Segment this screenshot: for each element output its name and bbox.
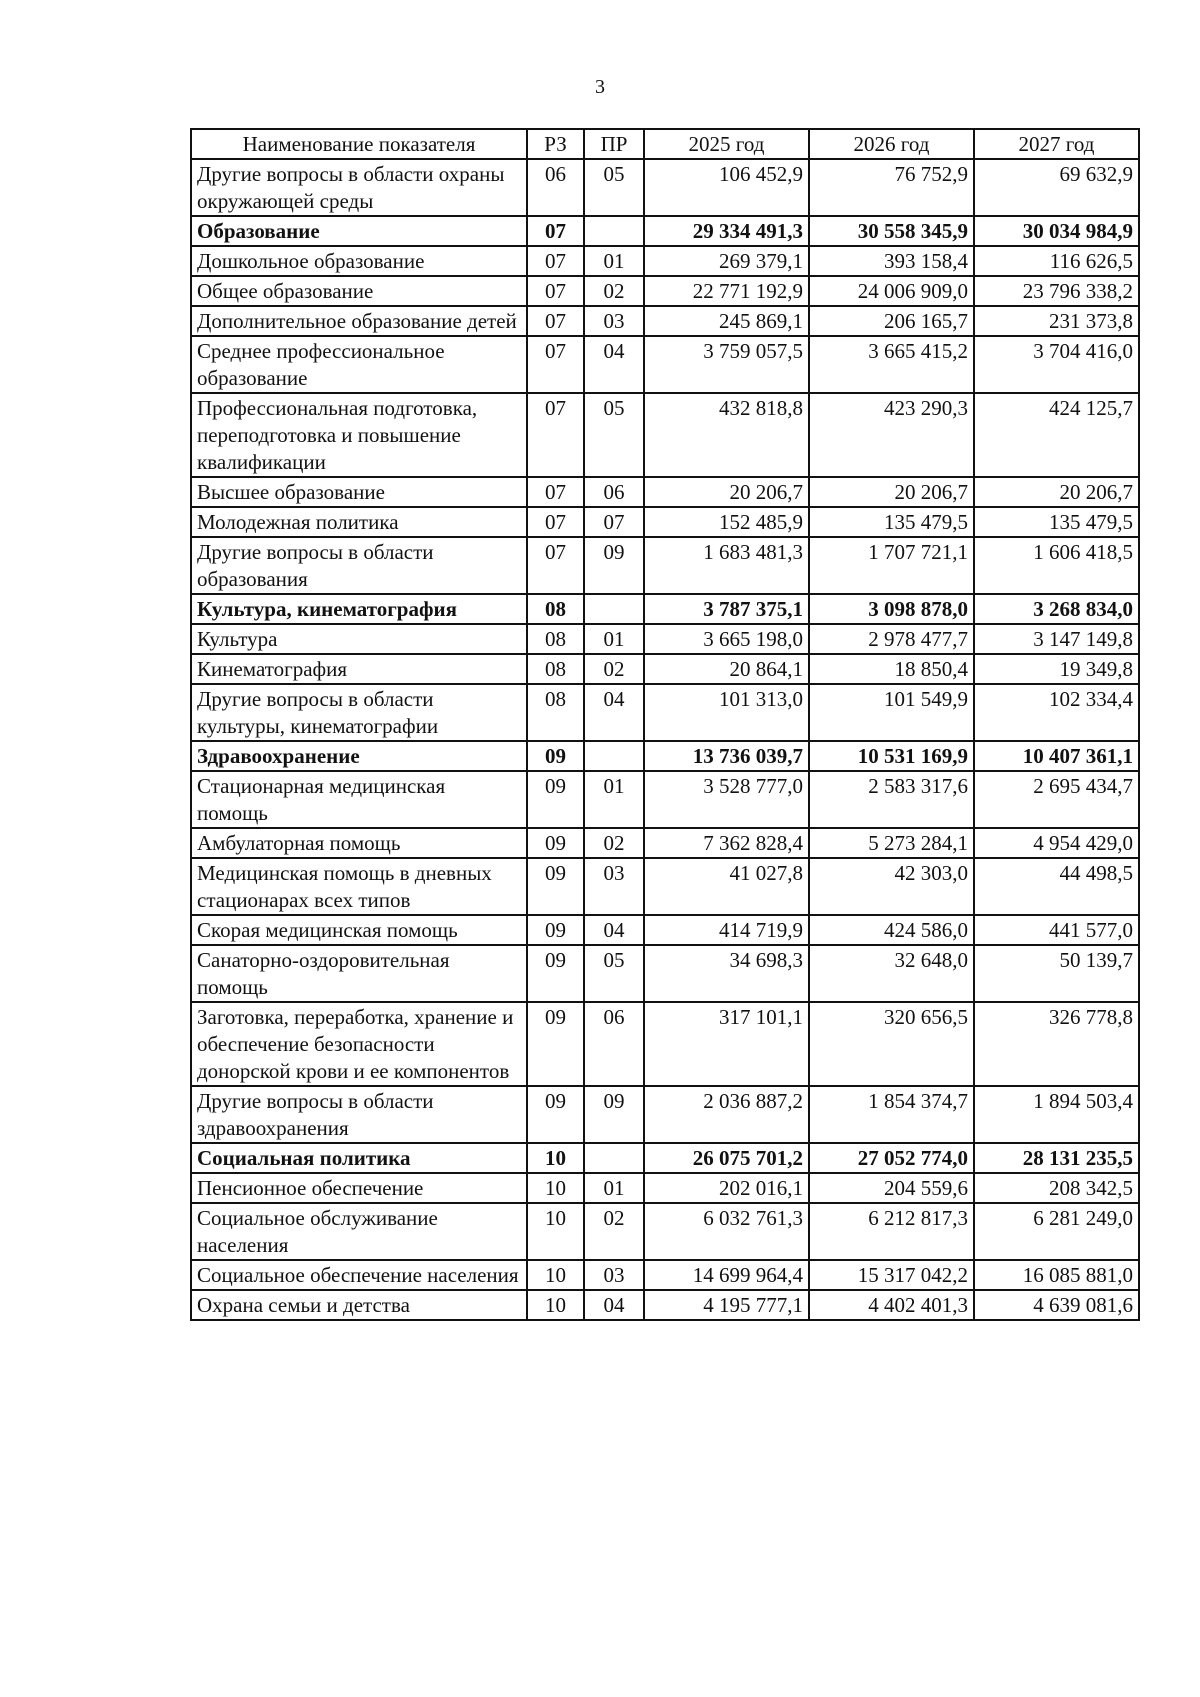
table-row <box>191 507 1139 537</box>
row-pr-cell: 05 <box>584 159 644 216</box>
row-name-cell: Амбулаторная помощь <box>191 828 527 858</box>
row-2026-cell: 101 549,9 <box>809 684 974 741</box>
table-row <box>191 537 1139 594</box>
table-body <box>191 159 1139 1320</box>
row-2026-cell: 32 648,0 <box>809 945 974 1002</box>
row-2027-cell: 16 085 881,0 <box>974 1260 1139 1290</box>
row-2026-cell: 3 665 415,2 <box>809 336 974 393</box>
row-pr-cell: 01 <box>584 246 644 276</box>
row-2027-cell: 30 034 984,9 <box>974 216 1139 246</box>
row-pr-cell: 09 <box>584 537 644 594</box>
row-2025-cell: 13 736 039,7 <box>644 741 809 771</box>
row-name-cell: Санаторно-оздоровительная помощь <box>191 945 527 1002</box>
table-row <box>191 216 1139 246</box>
row-2027-cell: 135 479,5 <box>974 507 1139 537</box>
row-pr-cell <box>584 216 644 246</box>
row-2025-cell: 29 334 491,3 <box>644 216 809 246</box>
table-row <box>191 1143 1139 1173</box>
row-2025-cell: 22 771 192,9 <box>644 276 809 306</box>
table-row <box>191 771 1139 828</box>
row-rz-cell: 09 <box>527 828 584 858</box>
row-2027-cell: 1 894 503,4 <box>974 1086 1139 1143</box>
row-2025-cell: 3 787 375,1 <box>644 594 809 624</box>
row-2026-cell: 320 656,5 <box>809 1002 974 1086</box>
row-name-cell: Культура <box>191 624 527 654</box>
row-2027-cell: 44 498,5 <box>974 858 1139 915</box>
row-rz-cell: 07 <box>527 507 584 537</box>
row-2026-cell: 1 854 374,7 <box>809 1086 974 1143</box>
row-name-cell: Дошкольное образование <box>191 246 527 276</box>
row-2027-cell: 116 626,5 <box>974 246 1139 276</box>
row-2025-cell: 26 075 701,2 <box>644 1143 809 1173</box>
row-2026-cell: 27 052 774,0 <box>809 1143 974 1173</box>
table-row <box>191 159 1139 216</box>
row-rz-cell: 09 <box>527 945 584 1002</box>
row-2027-cell: 102 334,4 <box>974 684 1139 741</box>
row-rz-cell: 07 <box>527 306 584 336</box>
row-rz-cell: 07 <box>527 336 584 393</box>
table-row <box>191 828 1139 858</box>
row-rz-cell: 07 <box>527 246 584 276</box>
row-pr-cell: 03 <box>584 1260 644 1290</box>
row-2027-cell: 28 131 235,5 <box>974 1143 1139 1173</box>
row-rz-cell: 10 <box>527 1260 584 1290</box>
row-2025-cell: 202 016,1 <box>644 1173 809 1203</box>
row-2027-cell: 208 342,5 <box>974 1173 1139 1203</box>
table-row <box>191 1002 1139 1086</box>
row-rz-cell: 07 <box>527 393 584 477</box>
header-2027: 2027 год <box>974 129 1139 159</box>
row-2025-cell: 152 485,9 <box>644 507 809 537</box>
row-2025-cell: 101 313,0 <box>644 684 809 741</box>
row-2025-cell: 7 362 828,4 <box>644 828 809 858</box>
row-rz-cell: 06 <box>527 159 584 216</box>
row-pr-cell: 02 <box>584 276 644 306</box>
row-rz-cell: 08 <box>527 594 584 624</box>
table-row <box>191 306 1139 336</box>
row-2026-cell: 204 559,6 <box>809 1173 974 1203</box>
row-2026-cell: 135 479,5 <box>809 507 974 537</box>
row-2027-cell: 20 206,7 <box>974 477 1139 507</box>
row-2026-cell: 206 165,7 <box>809 306 974 336</box>
row-2025-cell: 317 101,1 <box>644 1002 809 1086</box>
row-2025-cell: 3 759 057,5 <box>644 336 809 393</box>
row-name-cell: Культура, кинематография <box>191 594 527 624</box>
row-2027-cell: 19 349,8 <box>974 654 1139 684</box>
row-2025-cell: 1 683 481,3 <box>644 537 809 594</box>
row-name-cell: Социальная политика <box>191 1143 527 1173</box>
row-2026-cell: 15 317 042,2 <box>809 1260 974 1290</box>
table-row <box>191 393 1139 477</box>
row-pr-cell <box>584 594 644 624</box>
row-name-cell: Социальное обслуживание населения <box>191 1203 527 1260</box>
table-row <box>191 741 1139 771</box>
header-rz: РЗ <box>527 129 584 159</box>
row-2027-cell: 231 373,8 <box>974 306 1139 336</box>
row-2027-cell: 69 632,9 <box>974 159 1139 216</box>
table-row <box>191 915 1139 945</box>
row-name-cell: Среднее профессиональное образование <box>191 336 527 393</box>
row-name-cell: Медицинская помощь в дневных стационарах всех типов <box>191 858 527 915</box>
row-rz-cell: 09 <box>527 1086 584 1143</box>
row-2026-cell: 423 290,3 <box>809 393 974 477</box>
header-2026: 2026 год <box>809 129 974 159</box>
row-2026-cell: 3 098 878,0 <box>809 594 974 624</box>
row-2025-cell: 34 698,3 <box>644 945 809 1002</box>
row-name-cell: Профессиональная подготовка, переподготовка и повышение квалификации <box>191 393 527 477</box>
row-2027-cell: 3 147 149,8 <box>974 624 1139 654</box>
table-row <box>191 858 1139 915</box>
row-name-cell: Охрана семьи и детства <box>191 1290 527 1320</box>
row-2025-cell: 6 032 761,3 <box>644 1203 809 1260</box>
table-header-row <box>191 129 1139 159</box>
table-row <box>191 654 1139 684</box>
row-2026-cell: 20 206,7 <box>809 477 974 507</box>
row-rz-cell: 09 <box>527 1002 584 1086</box>
row-name-cell: Пенсионное обеспечение <box>191 1173 527 1203</box>
row-2025-cell: 245 869,1 <box>644 306 809 336</box>
row-2026-cell: 10 531 169,9 <box>809 741 974 771</box>
row-2026-cell: 2 978 477,7 <box>809 624 974 654</box>
row-rz-cell: 10 <box>527 1290 584 1320</box>
row-rz-cell: 07 <box>527 216 584 246</box>
row-2025-cell: 269 379,1 <box>644 246 809 276</box>
row-2026-cell: 5 273 284,1 <box>809 828 974 858</box>
row-rz-cell: 08 <box>527 624 584 654</box>
table-row <box>191 1260 1139 1290</box>
row-2026-cell: 1 707 721,1 <box>809 537 974 594</box>
row-pr-cell: 04 <box>584 915 644 945</box>
row-pr-cell <box>584 741 644 771</box>
header-2025: 2025 год <box>644 129 809 159</box>
row-pr-cell: 02 <box>584 654 644 684</box>
row-2026-cell: 393 158,4 <box>809 246 974 276</box>
row-name-cell: Другие вопросы в области здравоохранения <box>191 1086 527 1143</box>
row-rz-cell: 09 <box>527 741 584 771</box>
row-rz-cell: 10 <box>527 1203 584 1260</box>
table-row <box>191 477 1139 507</box>
row-2026-cell: 18 850,4 <box>809 654 974 684</box>
row-2027-cell: 6 281 249,0 <box>974 1203 1139 1260</box>
row-name-cell: Скорая медицинская помощь <box>191 915 527 945</box>
row-2025-cell: 414 719,9 <box>644 915 809 945</box>
row-pr-cell: 03 <box>584 858 644 915</box>
row-2027-cell: 4 639 081,6 <box>974 1290 1139 1320</box>
row-pr-cell: 04 <box>584 1290 644 1320</box>
row-2027-cell: 1 606 418,5 <box>974 537 1139 594</box>
header-pr: ПР <box>584 129 644 159</box>
row-name-cell: Социальное обеспечение населения <box>191 1260 527 1290</box>
row-name-cell: Образование <box>191 216 527 246</box>
row-name-cell: Дополнительное образование детей <box>191 306 527 336</box>
row-2027-cell: 3 704 416,0 <box>974 336 1139 393</box>
row-name-cell: Другие вопросы в области охраны окружающей среды <box>191 159 527 216</box>
row-2026-cell: 42 303,0 <box>809 858 974 915</box>
row-2025-cell: 41 027,8 <box>644 858 809 915</box>
table-row <box>191 1086 1139 1143</box>
row-pr-cell: 02 <box>584 1203 644 1260</box>
row-2026-cell: 424 586,0 <box>809 915 974 945</box>
row-pr-cell: 07 <box>584 507 644 537</box>
row-name-cell: Заготовка, переработка, хранение и обеспечение безопасности донорской крови и ее компонентов <box>191 1002 527 1086</box>
row-rz-cell: 07 <box>527 537 584 594</box>
row-pr-cell: 06 <box>584 477 644 507</box>
row-2027-cell: 424 125,7 <box>974 393 1139 477</box>
row-2027-cell: 50 139,7 <box>974 945 1139 1002</box>
row-2027-cell: 10 407 361,1 <box>974 741 1139 771</box>
row-rz-cell: 08 <box>527 654 584 684</box>
row-rz-cell: 10 <box>527 1143 584 1173</box>
row-rz-cell: 09 <box>527 915 584 945</box>
row-2025-cell: 3 528 777,0 <box>644 771 809 828</box>
row-2026-cell: 4 402 401,3 <box>809 1290 974 1320</box>
row-name-cell: Высшее образование <box>191 477 527 507</box>
row-pr-cell: 01 <box>584 624 644 654</box>
table-row <box>191 1290 1139 1320</box>
header-name: Наименование показателя <box>191 129 527 159</box>
row-2027-cell: 2 695 434,7 <box>974 771 1139 828</box>
row-rz-cell: 10 <box>527 1173 584 1203</box>
row-pr-cell: 03 <box>584 306 644 336</box>
row-pr-cell: 04 <box>584 336 644 393</box>
row-2027-cell: 326 778,8 <box>974 1002 1139 1086</box>
row-2025-cell: 14 699 964,4 <box>644 1260 809 1290</box>
row-rz-cell: 08 <box>527 684 584 741</box>
row-2025-cell: 3 665 198,0 <box>644 624 809 654</box>
row-2025-cell: 20 864,1 <box>644 654 809 684</box>
row-2025-cell: 20 206,7 <box>644 477 809 507</box>
row-rz-cell: 07 <box>527 276 584 306</box>
row-pr-cell <box>584 1143 644 1173</box>
row-2027-cell: 441 577,0 <box>974 915 1139 945</box>
row-2026-cell: 2 583 317,6 <box>809 771 974 828</box>
row-2026-cell: 30 558 345,9 <box>809 216 974 246</box>
table-row <box>191 276 1139 306</box>
row-pr-cell: 04 <box>584 684 644 741</box>
row-2025-cell: 4 195 777,1 <box>644 1290 809 1320</box>
row-2026-cell: 76 752,9 <box>809 159 974 216</box>
budget-table <box>190 128 1140 1321</box>
row-2027-cell: 3 268 834,0 <box>974 594 1139 624</box>
row-pr-cell: 01 <box>584 771 644 828</box>
row-pr-cell: 01 <box>584 1173 644 1203</box>
row-name-cell: Здравоохранение <box>191 741 527 771</box>
row-2025-cell: 2 036 887,2 <box>644 1086 809 1143</box>
table-row <box>191 684 1139 741</box>
row-2025-cell: 106 452,9 <box>644 159 809 216</box>
row-pr-cell: 05 <box>584 393 644 477</box>
row-name-cell: Другие вопросы в области образования <box>191 537 527 594</box>
row-2026-cell: 24 006 909,0 <box>809 276 974 306</box>
page-number: 3 <box>595 76 605 98</box>
row-2025-cell: 432 818,8 <box>644 393 809 477</box>
row-2027-cell: 4 954 429,0 <box>974 828 1139 858</box>
table-row <box>191 246 1139 276</box>
row-rz-cell: 09 <box>527 858 584 915</box>
row-name-cell: Общее образование <box>191 276 527 306</box>
row-name-cell: Другие вопросы в области культуры, кинематографии <box>191 684 527 741</box>
row-2027-cell: 23 796 338,2 <box>974 276 1139 306</box>
row-name-cell: Стационарная медицинская помощь <box>191 771 527 828</box>
row-2026-cell: 6 212 817,3 <box>809 1203 974 1260</box>
table-row <box>191 1173 1139 1203</box>
row-pr-cell: 09 <box>584 1086 644 1143</box>
row-name-cell: Молодежная политика <box>191 507 527 537</box>
row-pr-cell: 05 <box>584 945 644 1002</box>
row-rz-cell: 09 <box>527 771 584 828</box>
row-rz-cell: 07 <box>527 477 584 507</box>
table-row <box>191 336 1139 393</box>
table-row <box>191 594 1139 624</box>
table-row <box>191 624 1139 654</box>
table-row <box>191 1203 1139 1260</box>
row-pr-cell: 06 <box>584 1002 644 1086</box>
table-row <box>191 945 1139 1002</box>
row-pr-cell: 02 <box>584 828 644 858</box>
row-name-cell: Кинематография <box>191 654 527 684</box>
